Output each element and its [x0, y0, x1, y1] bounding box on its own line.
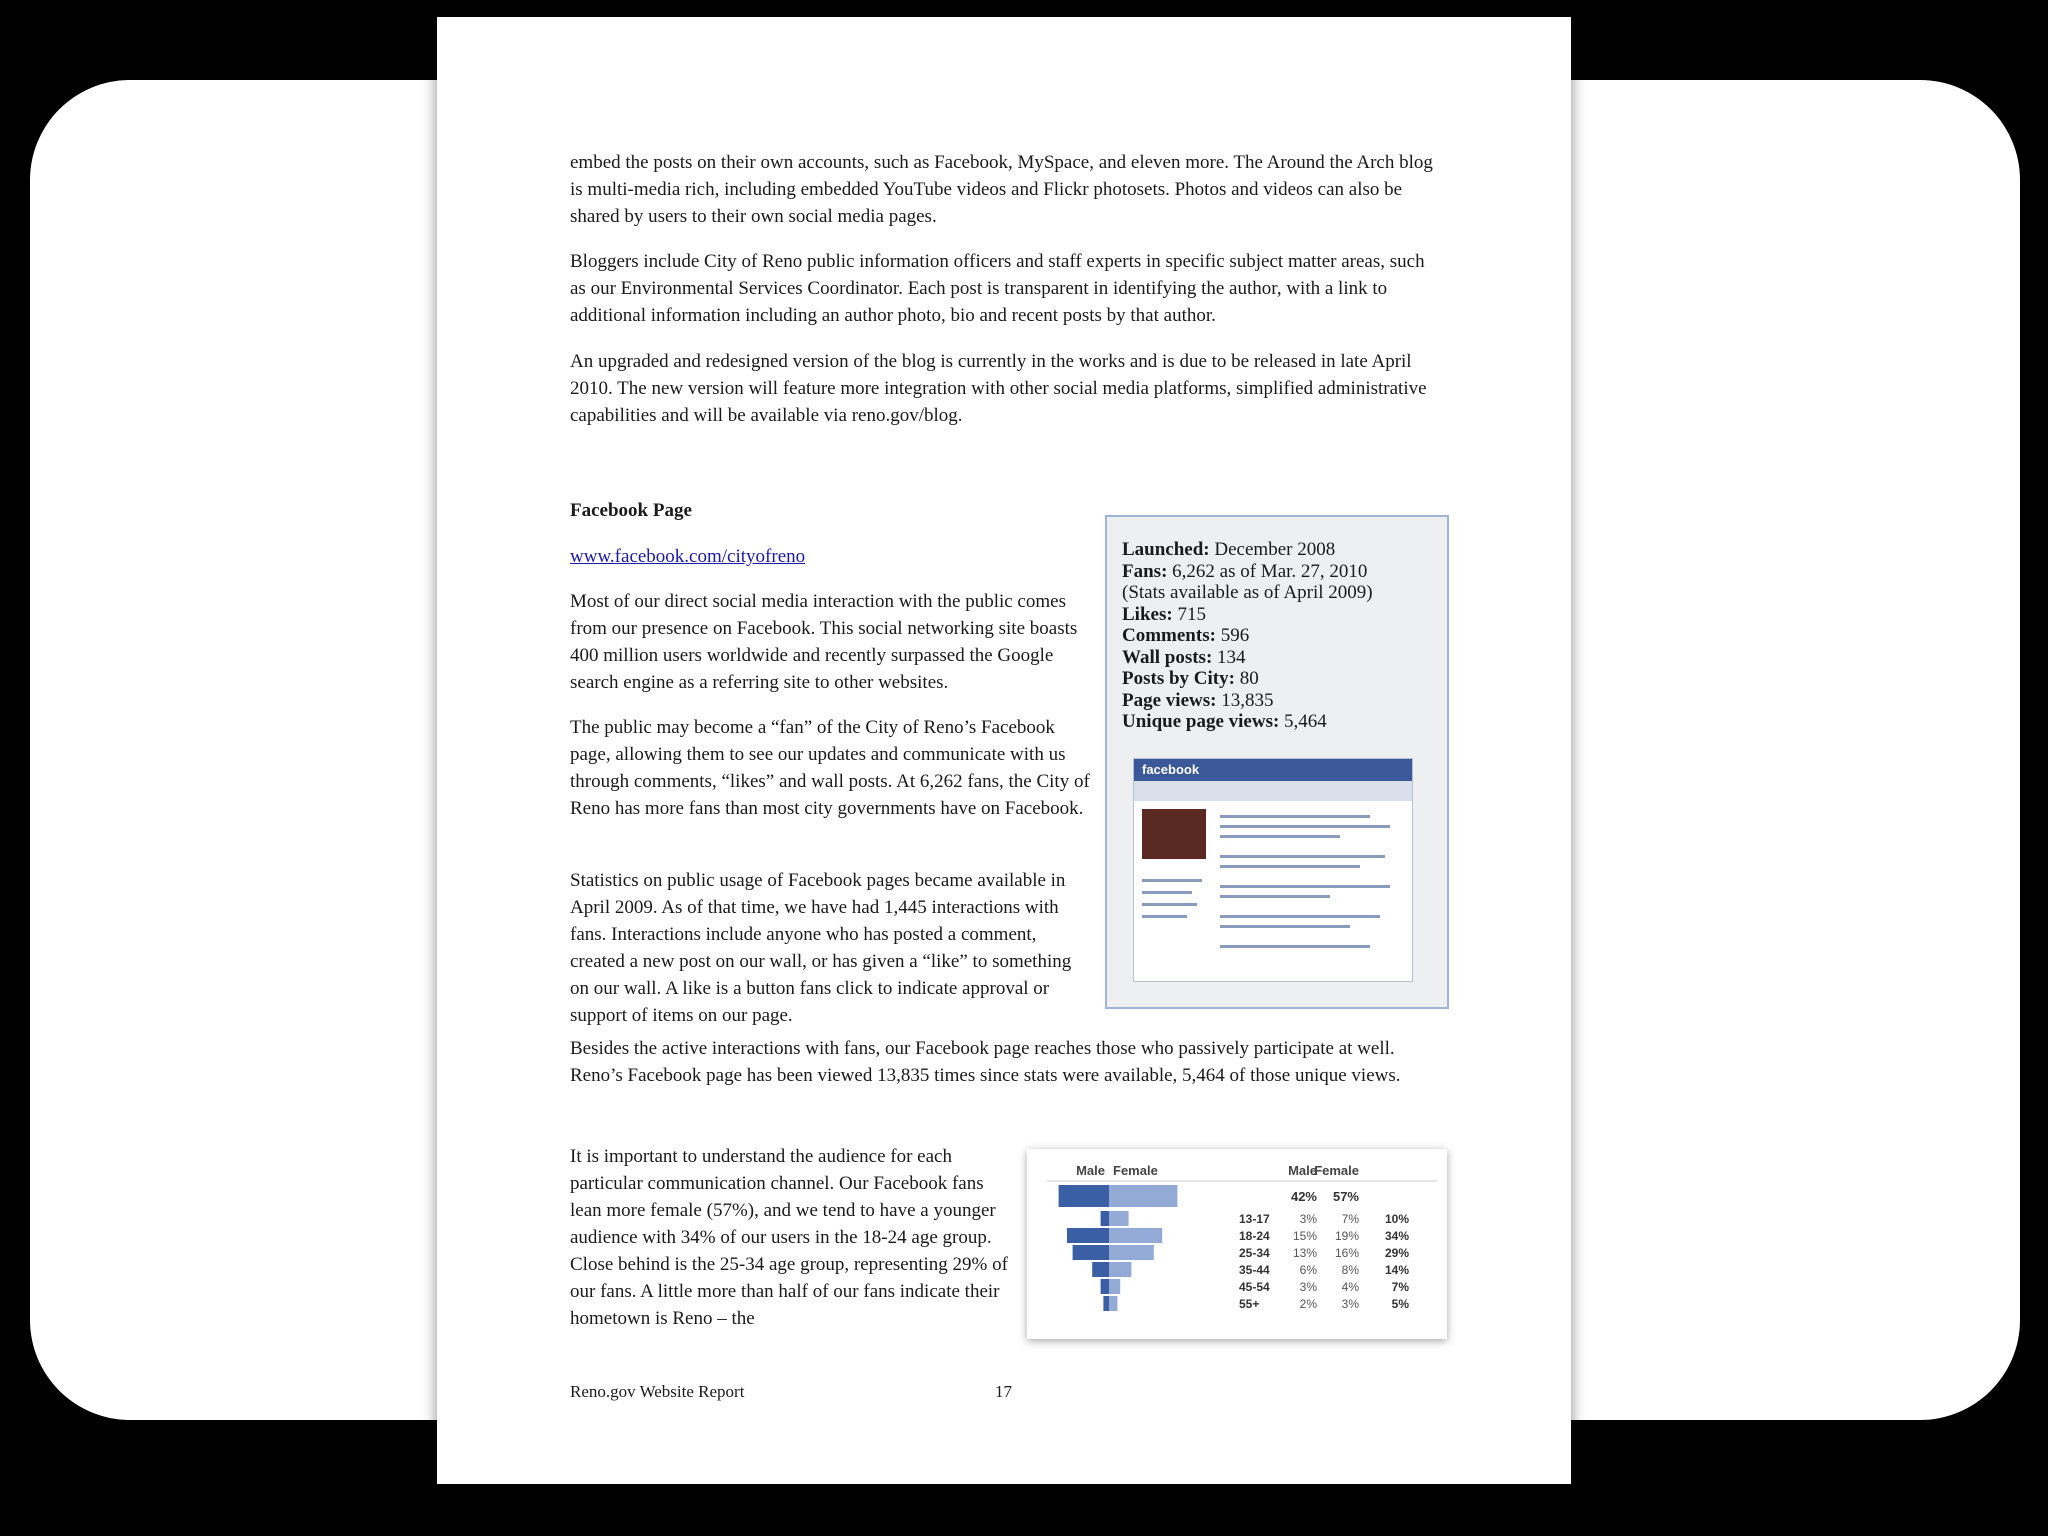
- bar-male-18-24: [1067, 1228, 1109, 1243]
- facebook-page-screenshot: [1133, 758, 1413, 982]
- value-label-female: 16%: [1334, 1246, 1359, 1260]
- value-label-total: 29%: [1384, 1246, 1409, 1260]
- total-label-female: 57%: [1332, 1189, 1359, 1204]
- bar-male-25-34: [1073, 1245, 1109, 1260]
- demographics-chart-svg: [1027, 1149, 1447, 1339]
- paragraph-bloggers: Bloggers include City of Reno public information officers and staff experts in specific subject matter areas, such as our Environmental Services Coordinator. Each post is transparent in identifying the author, with a link to additional information including an author photo, bio and recent posts by that author.: [570, 251, 1425, 326]
- stat-fans: Fans: 6,262 as of Mar. 27, 2010: [1122, 560, 1368, 582]
- value-label-total: 14%: [1384, 1263, 1409, 1277]
- value-label-male: 13%: [1292, 1246, 1317, 1260]
- value-label-male: 6%: [1299, 1263, 1317, 1277]
- value-label-total: 34%: [1384, 1229, 1409, 1243]
- stat-wall-posts: Wall posts: 134: [1122, 646, 1246, 668]
- screenshot-text-line: [1142, 891, 1192, 894]
- bar-male-45-54: [1101, 1279, 1109, 1294]
- value-label-male: 3%: [1299, 1212, 1317, 1226]
- screenshot-profile-image: [1142, 809, 1206, 859]
- age-label: 18-24: [1239, 1229, 1270, 1243]
- screenshot-text-line: [1220, 825, 1390, 828]
- table-header-male: Male: [1288, 1163, 1317, 1178]
- value-label-male: 2%: [1299, 1297, 1317, 1311]
- stat-page-views: Page views: 13,835: [1122, 689, 1274, 711]
- legend-female: Female: [1113, 1163, 1158, 1178]
- document-page: [437, 17, 1571, 1484]
- bar-female-25-34: [1109, 1245, 1154, 1260]
- stat-posts-by-city: Posts by City: 80: [1122, 668, 1259, 689]
- value-label-female: 8%: [1341, 1263, 1359, 1277]
- paragraph-blog-embed: embed the posts on their own accounts, such as Facebook, MySpace, and eleven more. The Around the Arch blog is multi-media rich, including embedded YouTube videos and Flickr photosets. Photos and videos can also be shared by users to their own social media pages.: [570, 152, 1433, 227]
- value-label-total: 10%: [1384, 1212, 1409, 1226]
- screenshot-text-line: [1220, 855, 1385, 858]
- total-bar-male: [1059, 1185, 1109, 1207]
- bar-female-18-24: [1109, 1228, 1162, 1243]
- screenshot-text-line: [1220, 925, 1350, 928]
- facebook-link[interactable]: www.facebook.com/cityofreno: [570, 546, 806, 567]
- value-label-female: 7%: [1341, 1212, 1359, 1226]
- age-label: 55+: [1239, 1297, 1260, 1311]
- age-label: 35-44: [1239, 1263, 1270, 1277]
- legend-male: Male: [1076, 1163, 1105, 1178]
- screenshot-text-line: [1220, 835, 1340, 838]
- stat-unique-views: Unique page views: 5,464: [1122, 711, 1327, 732]
- total-bar-female: [1109, 1185, 1177, 1207]
- value-label-male: 3%: [1299, 1280, 1317, 1294]
- screenshot-text-line: [1220, 945, 1370, 948]
- age-label: 25-34: [1239, 1246, 1270, 1260]
- stat-comments: Comments: 596: [1122, 625, 1250, 646]
- stats-list: [1122, 539, 1373, 733]
- value-label-total: 5%: [1391, 1297, 1409, 1311]
- bar-female-45-54: [1109, 1279, 1120, 1294]
- facebook-logo: facebook: [1134, 759, 1412, 781]
- screenshot-text-line: [1220, 815, 1370, 818]
- paragraph-redesign: An upgraded and redesigned version of the blog is currently in the works and is due to be released in late April 2010. The new version will feature more integration with other social media platforms, simplified administrative capabilities and will be available via reno.gov/blog.: [570, 351, 1427, 426]
- screenshot-text-line: [1142, 879, 1202, 882]
- paragraph-passive-views: Besides the active interactions with fans, our Facebook page reaches those who passively participate at well. Reno’s Facebook page has been viewed 13,835 times since stats were available, 5,464 of those unique views.: [570, 1038, 1401, 1086]
- screenshot-toolbar: [1134, 781, 1412, 801]
- table-header-female: Female: [1314, 1163, 1359, 1178]
- screenshot-text-line: [1142, 915, 1187, 918]
- bar-female-55+: [1109, 1296, 1117, 1311]
- value-label-total: 7%: [1391, 1280, 1409, 1294]
- demographics-chart: [1027, 1149, 1447, 1339]
- value-label-male: 15%: [1292, 1229, 1317, 1243]
- footer-title: Reno.gov Website Report: [570, 1382, 745, 1401]
- bar-male-35-44: [1092, 1262, 1109, 1277]
- value-label-female: 19%: [1334, 1229, 1359, 1243]
- stat-likes: Likes: 715: [1122, 603, 1206, 625]
- stats-box: [1105, 515, 1449, 1009]
- paragraph-statistics: Statistics on public usage of Facebook pages became available in April 2009. As of that time, we have had 1,445 interactions with fans. Interactions include anyone who has posted a comment, created a new post on our wall, or has given a “like” to something on our wall. A like is a button fans click to indicate approval or support of items on our page.: [570, 870, 1072, 1026]
- bar-female-35-44: [1109, 1262, 1131, 1277]
- paragraph-audience: It is important to understand the audience for each particular communication channel. Our Facebook fans lean more female (57%), and we tend to have a younger audience with 34% of our users in the 18-24 age group. Close behind is the 25-34 age group, representing 29% of our fans. A little more than half of our fans indicate their hometown is Reno – the: [570, 1146, 1008, 1329]
- screenshot-text-line: [1220, 915, 1380, 918]
- age-label: 45-54: [1239, 1280, 1270, 1294]
- bar-male-55+: [1103, 1296, 1109, 1311]
- screenshot-text-line: [1220, 895, 1330, 898]
- page-number: 17: [995, 1382, 1012, 1401]
- bar-female-13-17: [1109, 1211, 1129, 1226]
- total-label-male: 42%: [1290, 1189, 1317, 1204]
- age-label: 13-17: [1239, 1212, 1270, 1226]
- value-label-female: 3%: [1341, 1297, 1359, 1311]
- paragraph-facebook-presence: Most of our direct social media interaction with the public comes from our presence on Facebook. This social networking site boasts 400 million users worldwide and recently surpassed the Google search engine as a referring site to other websites.: [570, 591, 1078, 693]
- section-heading: Facebook Page: [570, 500, 692, 521]
- paragraph-fans: The public may become a “fan” of the City of Reno’s Facebook page, allowing them to see our updates and communicate with us through comments, “likes” and wall posts. At 6,262 fans, the City of Reno has more fans than most city governments have on Facebook.: [570, 717, 1090, 819]
- bar-male-13-17: [1101, 1211, 1109, 1226]
- screenshot-text-line: [1142, 903, 1197, 906]
- screenshot-text-line: [1220, 865, 1360, 868]
- screenshot-text-line: [1220, 885, 1390, 888]
- value-label-female: 4%: [1341, 1280, 1359, 1294]
- stat-launched: Launched: December 2008: [1122, 539, 1336, 560]
- stat-note: (Stats available as of April 2009): [1122, 582, 1373, 603]
